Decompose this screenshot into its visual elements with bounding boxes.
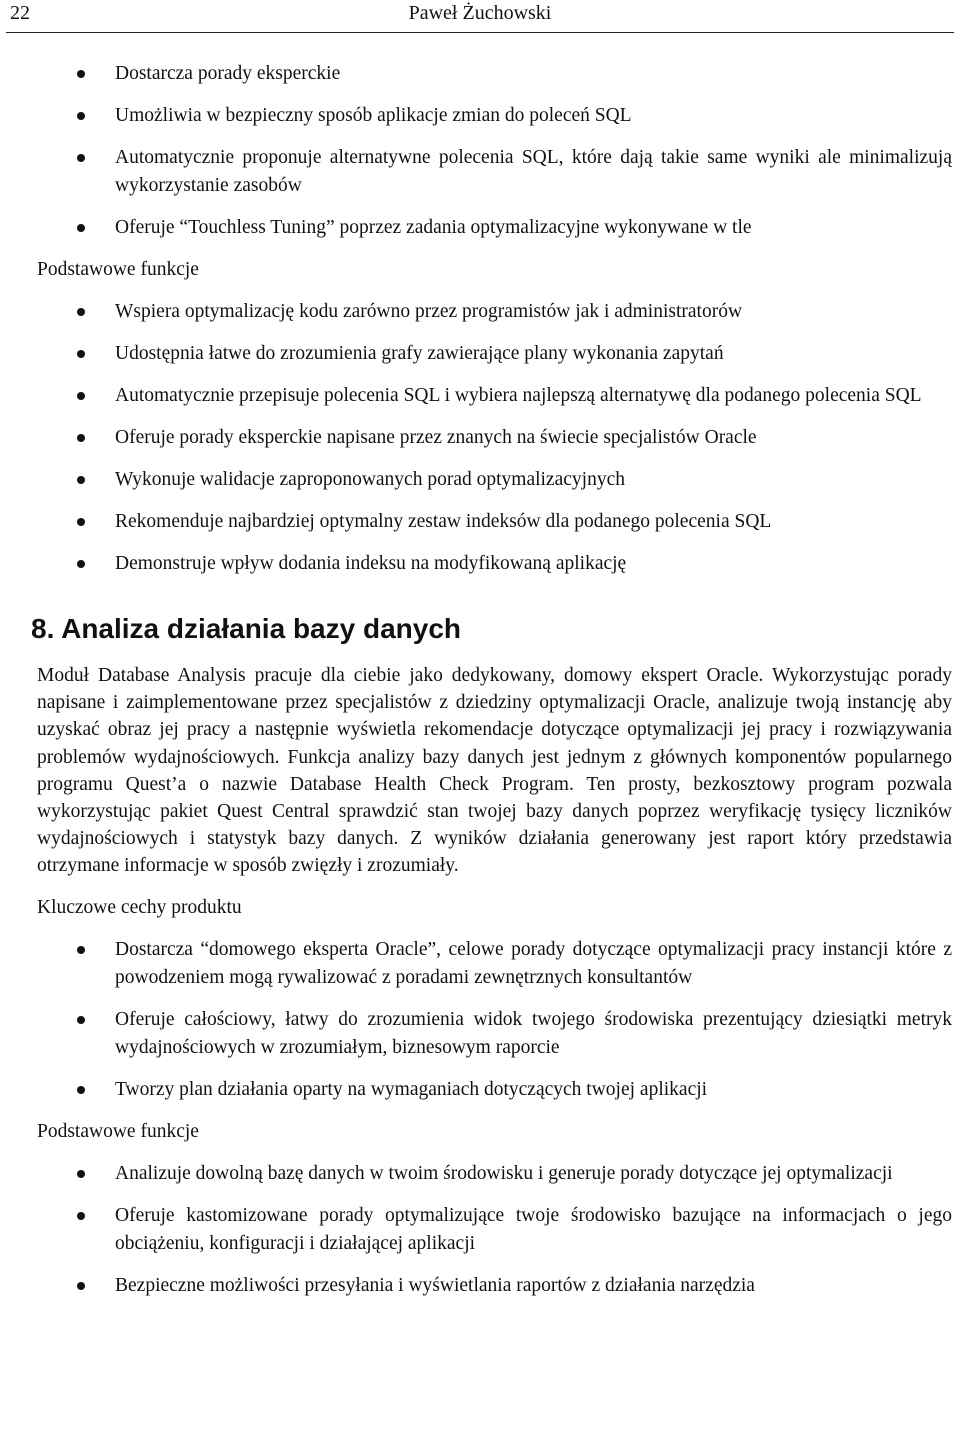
section-heading: 8. Analiza działania bazy danych bbox=[31, 613, 461, 644]
bullet-icon bbox=[77, 1212, 85, 1220]
feature-list-1 bbox=[37, 60, 952, 242]
list-item: Udostępnia łatwe do zrozumienia grafy zawierające plany wykonania zapytań bbox=[37, 340, 952, 368]
running-head bbox=[6, 2, 954, 25]
list-item: Tworzy plan działania oparty na wymaganiach dotyczących twojej aplikacji bbox=[37, 1076, 952, 1104]
list-item: Wykonuje walidacje zaproponowanych porad optymalizacyjnych bbox=[37, 466, 952, 494]
bullet-icon bbox=[77, 392, 85, 400]
bullet-icon bbox=[77, 434, 85, 442]
bullet-icon bbox=[77, 112, 85, 120]
list-item: Wspiera optymalizację kodu zarówno przez programistów jak i administratorów bbox=[37, 298, 952, 326]
list-item: Oferuje całościowy, łatwy do zrozumienia widok twojego środowiska prezentujący dziesiątki metryk wydajnościowych w zrozumiałym, biznesowym raporcie bbox=[37, 1006, 952, 1062]
feature-list-4 bbox=[37, 1160, 952, 1300]
list-item: Oferuje kastomizowane porady optymalizujące twoje środowisko bazujące na informacjach o jego obciążeniu, konfiguracji i działającej aplikacji bbox=[37, 1202, 952, 1258]
list-item: Automatycznie przepisuje polecenia SQL i wybiera najlepszą alternatywę dla podanego polecenia SQL bbox=[37, 382, 952, 410]
list-item: Dostarcza porady eksperckie bbox=[37, 60, 952, 88]
subheading-key-features: Kluczowe cechy produktu bbox=[37, 896, 242, 918]
bullet-icon bbox=[77, 350, 85, 358]
author-name: Paweł Żuchowski bbox=[408, 2, 552, 24]
bullet-icon bbox=[77, 1016, 85, 1024]
page-number: 22 bbox=[10, 2, 30, 24]
list-item: Oferuje porady eksperckie napisane przez znanych na świecie specjalistów Oracle bbox=[37, 424, 952, 452]
bullet-icon bbox=[77, 70, 85, 78]
list-item: Bezpieczne możliwości przesyłania i wyświetlania raportów z działania narzędzia bbox=[37, 1272, 952, 1300]
list-item: Dostarcza “domowego eksperta Oracle”, celowe porady dotyczące optymalizacji pracy instancji które z powodzeniem mogą rywalizować z poradami zewnętrznych konsultantów bbox=[37, 936, 952, 992]
bullet-icon bbox=[77, 560, 85, 568]
list-item: Demonstruje wpływ dodania indeksu na modyfikowaną aplikację bbox=[37, 550, 952, 578]
bullet-icon bbox=[77, 308, 85, 316]
feature-list-2 bbox=[37, 298, 952, 578]
bullet-icon bbox=[77, 946, 85, 954]
bullet-icon bbox=[77, 518, 85, 526]
bullet-icon bbox=[77, 154, 85, 162]
bullet-icon bbox=[77, 1086, 85, 1094]
page-content bbox=[31, 60, 952, 1314]
list-item: Oferuje “Touchless Tuning” poprzez zadania optymalizacyjne wykonywane w tle bbox=[37, 214, 952, 242]
bullet-icon bbox=[77, 224, 85, 232]
list-item: Umożliwia w bezpieczny sposób aplikacje zmian do poleceń SQL bbox=[37, 102, 952, 130]
list-item: Automatycznie proponuje alternatywne polecenia SQL, które dają takie same wyniki ale minimalizują wykorzystanie zasobów bbox=[37, 144, 952, 200]
bullet-icon bbox=[77, 1282, 85, 1290]
page-header bbox=[6, 0, 954, 33]
list-item: Rekomenduje najbardziej optymalny zestaw indeksów dla podanego polecenia SQL bbox=[37, 508, 952, 536]
feature-list-3 bbox=[37, 936, 952, 1104]
body-paragraph: Moduł Database Analysis pracuje dla ciebie jako dedykowany, domowy ekspert Oracle. Wykorzystując porady napisane i zaimplementowane przez specjalistów z dziedziny optymalizacji Oracle, analizuje twoją instancję aby uzyskać obraz jej pracy a następnie wyświetla rekomendacje dotyczące optymalizacji jej pracy i rozwiązywania problemów wydajnościowych. Funkcja analizy bazy danych jest jednym z głównych komponentów popularnego programu Quest’a o nazwie Database Health Check Program. Ten prosty, bezkosztowy program pozwala wykorzystując pakiet Quest Central sprawdzić stan twojej bazy danych poprzez weryfikację tysięcy liczników wydajnościowych i statystyk bazy danych. Z wyników działania generowany jest raport który przedstawia otrzymane informacje w sposób zwięzły i zrozumiały. bbox=[37, 665, 952, 877]
bullet-icon bbox=[77, 1170, 85, 1178]
bullet-icon bbox=[77, 476, 85, 484]
subheading-basic-functions: Podstawowe funkcje bbox=[37, 259, 199, 280]
list-item: Analizuje dowolną bazę danych w twoim środowisku i generuje porady dotyczące jej optymalizacji bbox=[37, 1160, 952, 1188]
subheading-basic-functions-2: Podstawowe funkcje bbox=[37, 1120, 199, 1142]
